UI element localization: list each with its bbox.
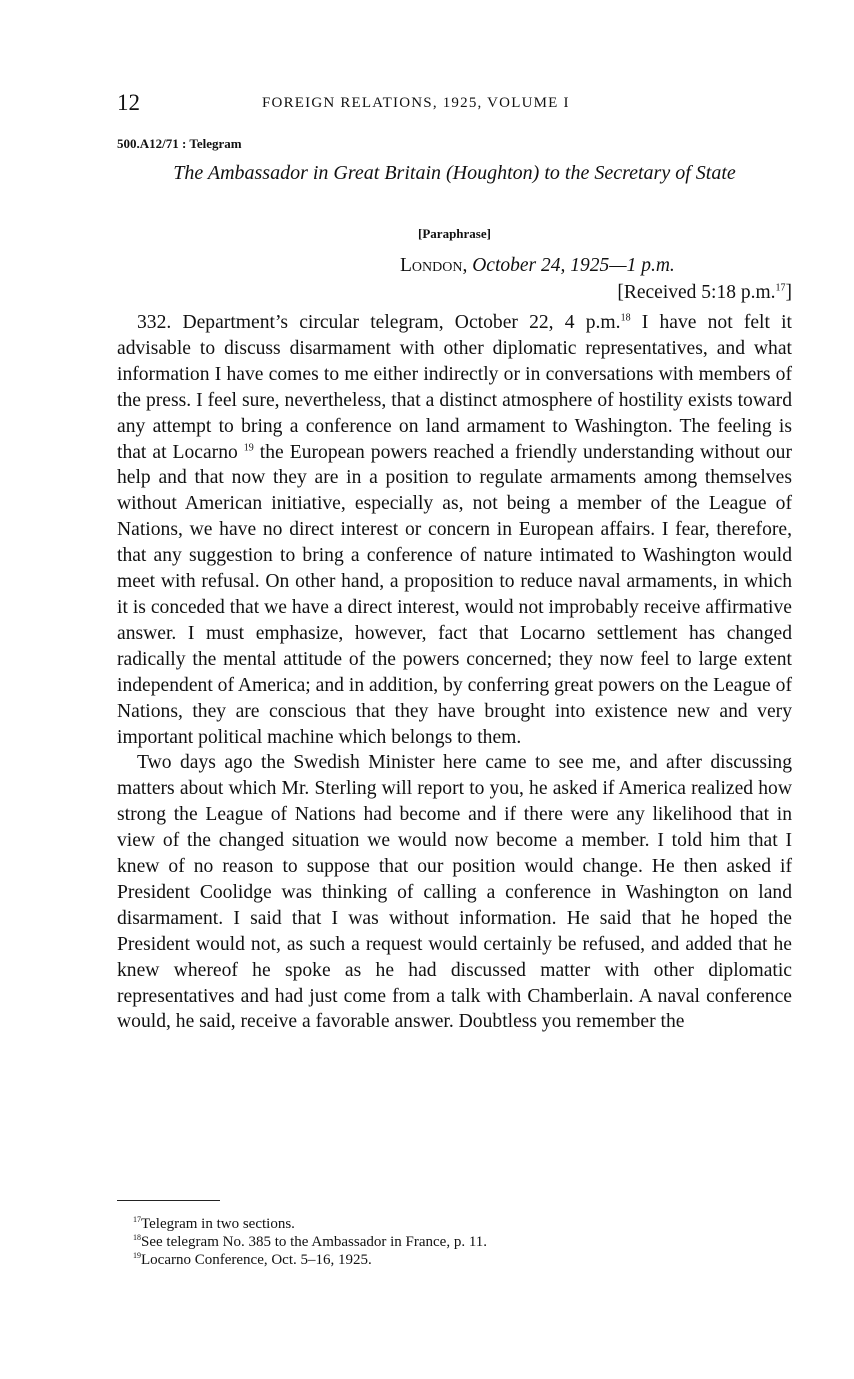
received-close: ] (785, 282, 792, 303)
footnote-ref-17: 17 (775, 282, 786, 294)
dateline-place: London, (400, 255, 468, 276)
received-line (617, 282, 792, 304)
footnote-number: 17 (133, 1215, 141, 1224)
footnotes (133, 1215, 487, 1269)
running-title: FOREIGN RELATIONS, 1925, VOLUME I (262, 95, 570, 111)
page-number: 12 (117, 90, 140, 115)
footnote-text: See telegram No. 385 to the Ambassador in France, p. 11. (141, 1234, 488, 1250)
dateline (400, 255, 675, 277)
paragraph-1-part-b: I have not felt it advisable to discuss disarmament with other diplomatic representatives, and what information I have comes to me either indirectly or in conversations with members of the press. I feel sure, nevertheless, that a distinct atmosphere of hostility exists toward any attempt to bring a conference on land armament to Washington. The feeling is that at Locarno (117, 312, 793, 463)
footnote-text: Telegram in two sections. (141, 1216, 295, 1232)
footnote-19 (133, 1251, 487, 1269)
footnote-ref-19: 19 (243, 442, 254, 453)
footnote-number: 19 (133, 1251, 141, 1260)
paraphrase-label: [Paraphrase] (418, 226, 491, 241)
dateline-date: October 24, 1925—1 p.m. (472, 255, 675, 276)
footnote-ref-18: 18 (620, 312, 631, 324)
footnote-number: 18 (133, 1233, 141, 1242)
paragraph-1-part-c: the European powers reached a friendly understanding without our help and that now they are in a position to regulate armaments among themselves without American initiative, especially as, not being a member of the League of Nations, we have no direct interest or concern in European affairs. I fear, therefore, that any suggestion to bring a conference of nature intimated to Washington would meet with refusal. On other hand, a proposition to reduce naval armaments, in which it is conceded that we have a direct interest, would not improbably receive affirmative answer. I must emphasize, however, fact that Locarno settlement has changed radically the mental attitude of the powers concerned; they now feel to large extent independent of America; and in addition, by conferring great powers on the League of Nations, they are conscious that they have brought into existence new and very important political machine which belongs to them. (117, 441, 792, 748)
document-title: The Ambassador in Great Britain (Houghton) to the Secretary of State (173, 162, 736, 184)
running-head (117, 90, 792, 120)
footnote-text: Locarno Conference, Oct. 5–16, 1925. (141, 1252, 372, 1268)
received-text: [Received 5:18 p.m. (617, 282, 776, 303)
paragraph-2: Two days ago the Swedish Minister here came to see me, and after discussing matters about which Mr. Sterling will report to you, he asked if America realized how strong the League of Nations had become and if there were any likelihood that in view of the changed situation we would now become a member. I told him that I knew of no reason to suppose that our position would change. He then asked if President Coolidge was thinking of calling a conference in Washington on land disarmament. I said that I was without information. He said that he hoped the President would not, as such a request would certainly be refused, and added that he knew whereof he spoke as he had discussed matter with other diplomatic representatives and had just come from a talk with Chamberlain. A naval conference would, he said, receive a favorable answer. Doubtless you remember the (117, 752, 792, 1033)
footnote-17 (133, 1215, 487, 1233)
footnote-divider (117, 1200, 220, 1201)
telegram-body (117, 310, 792, 1035)
footnote-18 (133, 1233, 487, 1251)
file-number: 500.A12/71 : Telegram (117, 136, 242, 151)
paragraph-1-part-a: 332. Department’s circular telegram, October 22, 4 p.m. (137, 312, 621, 333)
paragraph-1 (117, 310, 792, 750)
